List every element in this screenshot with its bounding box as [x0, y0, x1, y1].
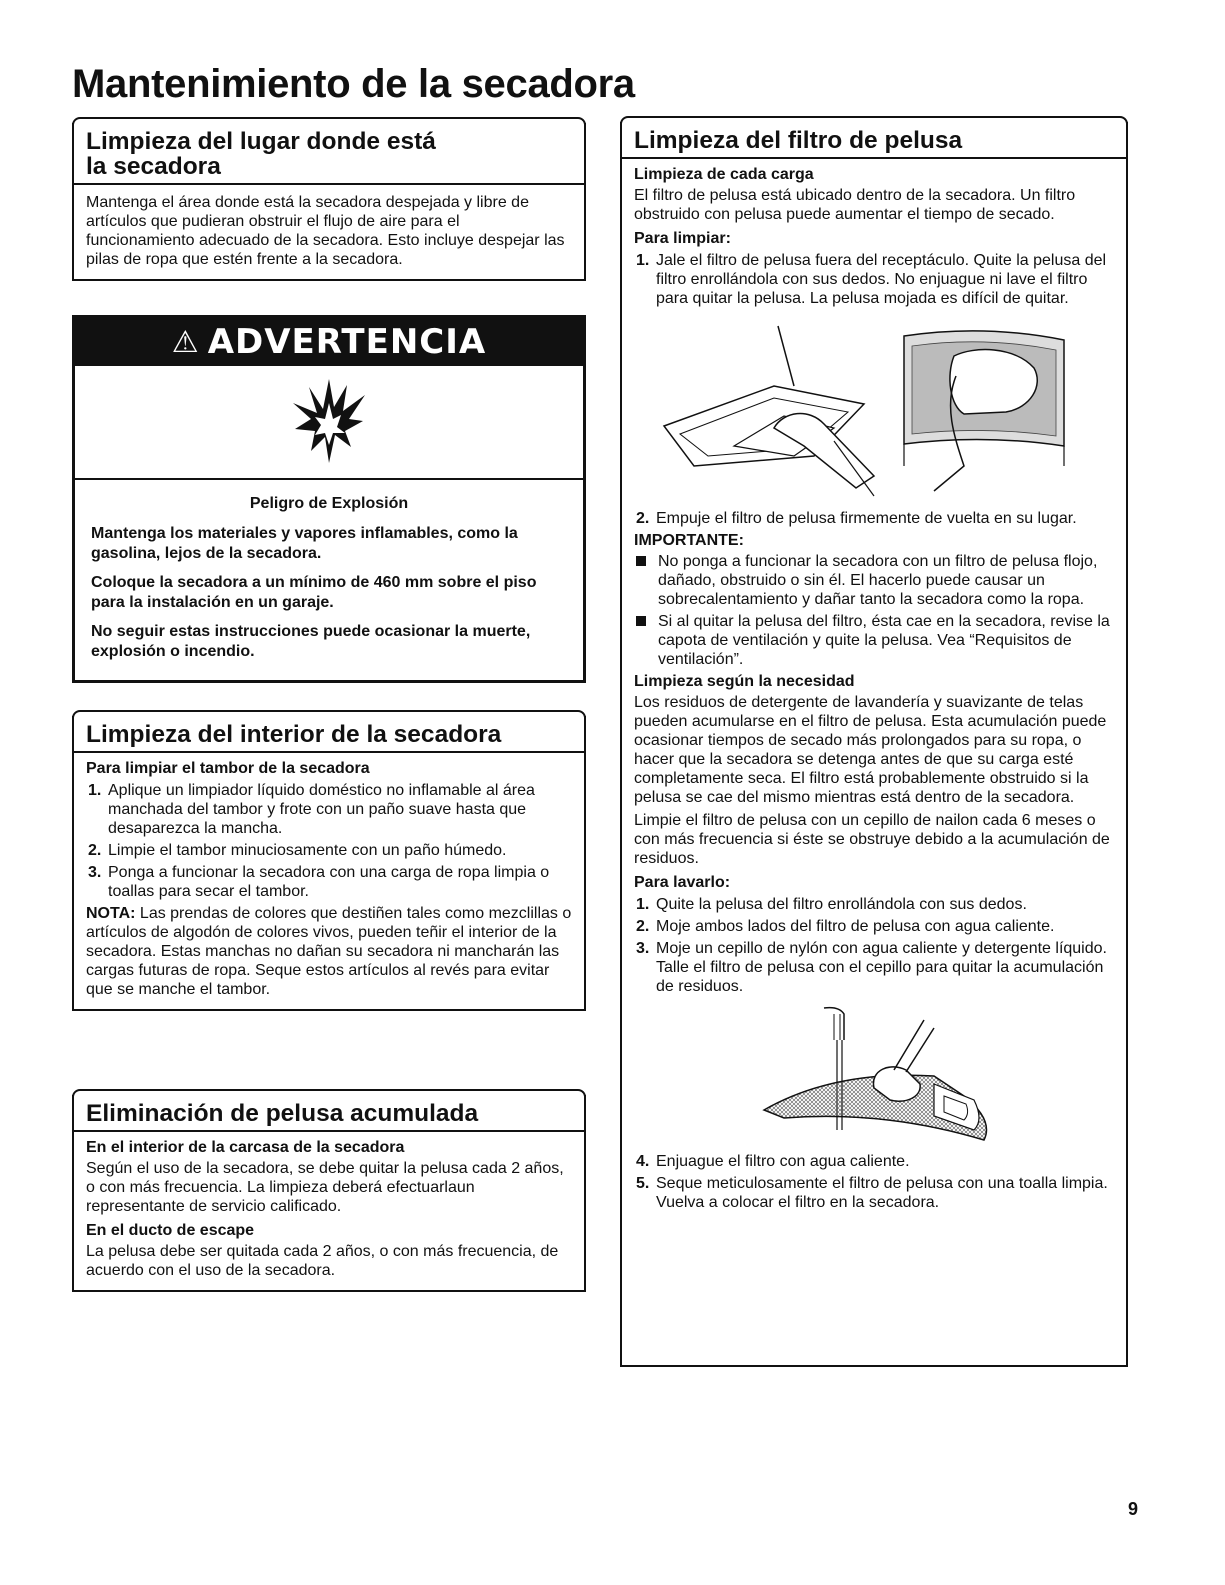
exhaust-text: La pelusa debe ser quitada cada 2 años, o con más frecuencia, de acuerdo con el uso de la secadora. — [86, 1243, 559, 1279]
step-number: 1. — [636, 896, 650, 913]
step-text: Limpie el tambor minuciosamente con un paño húmedo. — [108, 842, 507, 859]
area-section-header — [74, 123, 584, 185]
filter-washing-illustration — [634, 1000, 1114, 1148]
warning-body — [75, 480, 583, 685]
area-section-body — [74, 185, 584, 279]
to-clean-subhead: Para limpiar: — [634, 230, 731, 247]
lint-filter-section — [620, 122, 1128, 1367]
as-needed-text-1: Los residuos de detergente de lavandería y suavizante de telas pueden acumularse en el filtro de pelusa. Esta acumulación puede ocasionar tiempos de secado más prolongados para su ropa, o hacer que la secadora se detenga antes de que su carga esté completamente seca. El filtro está probablemente obstruido si la pelusa se cae del mismo mientras está dentro de la secadora. — [634, 694, 1107, 806]
cabinet-subhead: En el interior de la carcasa de la secadora — [86, 1139, 405, 1156]
cabinet-text: Según el uso de la secadora, se debe quitar la pelusa cada 2 años, o con más frecuencia. La limpieza deberá efectuarlaun representante de servicio calificado. — [86, 1160, 564, 1215]
page-number: 9 — [1128, 1499, 1139, 1519]
exhaust-subhead: En el ducto de escape — [86, 1222, 255, 1239]
interior-cleaning-section — [72, 716, 586, 1011]
step-number: 2. — [636, 918, 650, 935]
interior-steps — [86, 781, 572, 901]
lint-removal-section — [72, 1095, 586, 1292]
filter-section-body — [622, 159, 1126, 1225]
filter-section-title: Limpieza del filtro de pelusa — [634, 127, 963, 154]
interior-section-title: Limpieza del interior de la secadora — [86, 721, 502, 748]
warning-line: Mantenga los materiales y vapores inflamables, como la gasolina, lejos de la secadora. — [91, 525, 518, 562]
list-item — [634, 612, 1114, 669]
warning-box — [72, 315, 586, 683]
as-needed-subhead: Limpieza según la necesidad — [634, 673, 855, 690]
step-number: 1. — [636, 252, 650, 269]
interior-subhead: Para limpiar el tambor de la secadora — [86, 760, 370, 777]
warning-title: ADVERTENCIA — [207, 322, 487, 362]
note-text: Las prendas de colores que destiñen tales como mezclillas o artículos de algodón de colores vivos, pueden teñir el interior de la secadora. Estas manchas no dañan su secadora ni mancharán las cargas futuras de ropa. Seque estos artículos al revés para evitar que se manche el tambor. — [86, 905, 572, 998]
list-item — [634, 939, 1114, 996]
list-item — [634, 917, 1114, 936]
step-text: Ponga a funcionar la secadora con una carga de ropa limpia o toallas para secar el tambor. — [108, 864, 550, 900]
list-item — [634, 1152, 1114, 1171]
each-load-text: El filtro de pelusa está ubicado dentro de la secadora. Un filtro obstruido con pelusa puede aumentar el tiempo de secado. — [634, 187, 1076, 223]
step-number: 5. — [636, 1175, 650, 1192]
step-text: Aplique un limpiador líquido doméstico no inflamable al área manchada del tambor y frote con un paño suave hasta que desaparezca la mancha. — [108, 782, 535, 837]
lint-removal-header — [74, 1095, 584, 1132]
list-item — [634, 895, 1114, 914]
final-steps — [634, 1152, 1114, 1212]
step-number: 4. — [636, 1153, 650, 1170]
filter-section-header — [622, 122, 1126, 159]
clean-steps-2 — [634, 509, 1114, 528]
area-section-title — [86, 129, 572, 179]
step-text: Enjuague el filtro con agua caliente. — [656, 1153, 910, 1170]
important-label: IMPORTANTE: — [634, 532, 744, 549]
area-title-line1: Limpieza del lugar donde está — [86, 128, 436, 155]
list-item — [634, 251, 1114, 308]
warning-line: Coloque la secadora a un mínimo de 460 mm sobre el piso para la instalación en un garaje. — [91, 574, 537, 611]
each-load-subhead: Limpieza de cada carga — [634, 166, 814, 183]
filter-removal-illustration — [634, 316, 1114, 506]
list-item — [634, 552, 1114, 609]
explosion-icon — [289, 377, 369, 467]
important-bullets — [634, 552, 1114, 669]
interior-section-body — [74, 753, 584, 1009]
list-item — [634, 509, 1114, 528]
as-needed-text-2: Limpie el filtro de pelusa con un cepillo de nailon cada 6 meses o con más frecuencia si éste se obstruye debido a la acumulación de residuos. — [634, 812, 1110, 867]
step-text: Seque meticulosamente el filtro de pelusa con una toalla limpia. Vuelva a colocar el filtro en la secadora. — [656, 1175, 1108, 1211]
step-text: Empuje el filtro de pelusa firmemente de vuelta en su lugar. — [656, 510, 1077, 527]
lint-removal-title: Eliminación de pelusa acumulada — [86, 1100, 479, 1127]
bullet-square-icon — [636, 616, 646, 626]
interior-section-header — [74, 716, 584, 753]
step-text: Quite la pelusa del filtro enrollándola con sus dedos. — [656, 896, 1027, 913]
warning-triangle-icon: ⚠ — [171, 324, 200, 360]
bullet-text: Si al quitar la pelusa del filtro, ésta cae en la secadora, revise la capota de ventilación y quite la pelusa. Vea “Requisitos de ventilación”. — [658, 613, 1110, 668]
step-text: Moje un cepillo de nylón con agua caliente y detergente líquido. Talle el filtro de pelusa con el cepillo para quitar la acumulación de residuos. — [656, 940, 1107, 995]
area-body-text: Mantenga el área donde está la secadora despejada y libre de artículos que pudieran obstruir el flujo de aire para el funcionamiento adecuado de la secadora. Esto incluye despejar las pilas de ropa que estén frente a la secadora. — [86, 194, 565, 268]
area-cleaning-section — [72, 123, 586, 281]
interior-note — [86, 904, 572, 999]
step-number: 2. — [88, 842, 102, 859]
step-number: 2. — [636, 510, 650, 527]
to-wash-subhead: Para lavarlo: — [634, 874, 731, 891]
step-number: 3. — [88, 864, 102, 881]
list-item — [86, 841, 572, 860]
area-title-line2: la secadora — [86, 153, 221, 180]
step-number: 3. — [636, 940, 650, 957]
warning-line: No seguir estas instrucciones puede ocasionar la muerte, explosión o incendio. — [91, 623, 531, 660]
list-item — [634, 1174, 1114, 1212]
lint-removal-body — [74, 1132, 584, 1290]
bullet-square-icon — [636, 556, 646, 566]
step-text: Jale el filtro de pelusa fuera del receptáculo. Quite la pelusa del filtro enrollándola con sus dedos. No enjuague ni lave el filtro para quitar la pelusa. La pelusa mojada es difícil de quitar. — [656, 252, 1107, 307]
list-item — [86, 781, 572, 838]
note-label: NOTA: — [86, 905, 136, 922]
explosion-icon-box — [75, 366, 583, 480]
hazard-title: Peligro de Explosión — [249, 495, 409, 512]
clean-steps — [634, 251, 1114, 308]
bullet-text: No ponga a funcionar la secadora con un filtro de pelusa flojo, dañado, obstruido o sin él. El hacerlo puede causar un sobrecalentamiento y dañar tanto la secadora como la ropa. — [658, 553, 1098, 608]
wash-steps — [634, 895, 1114, 996]
list-item — [86, 863, 572, 901]
step-text: Moje ambos lados del filtro de pelusa con agua caliente. — [656, 918, 1055, 935]
step-number: 1. — [88, 782, 102, 799]
warning-header — [75, 318, 583, 366]
page-title: Mantenimiento de la secadora — [72, 62, 635, 106]
